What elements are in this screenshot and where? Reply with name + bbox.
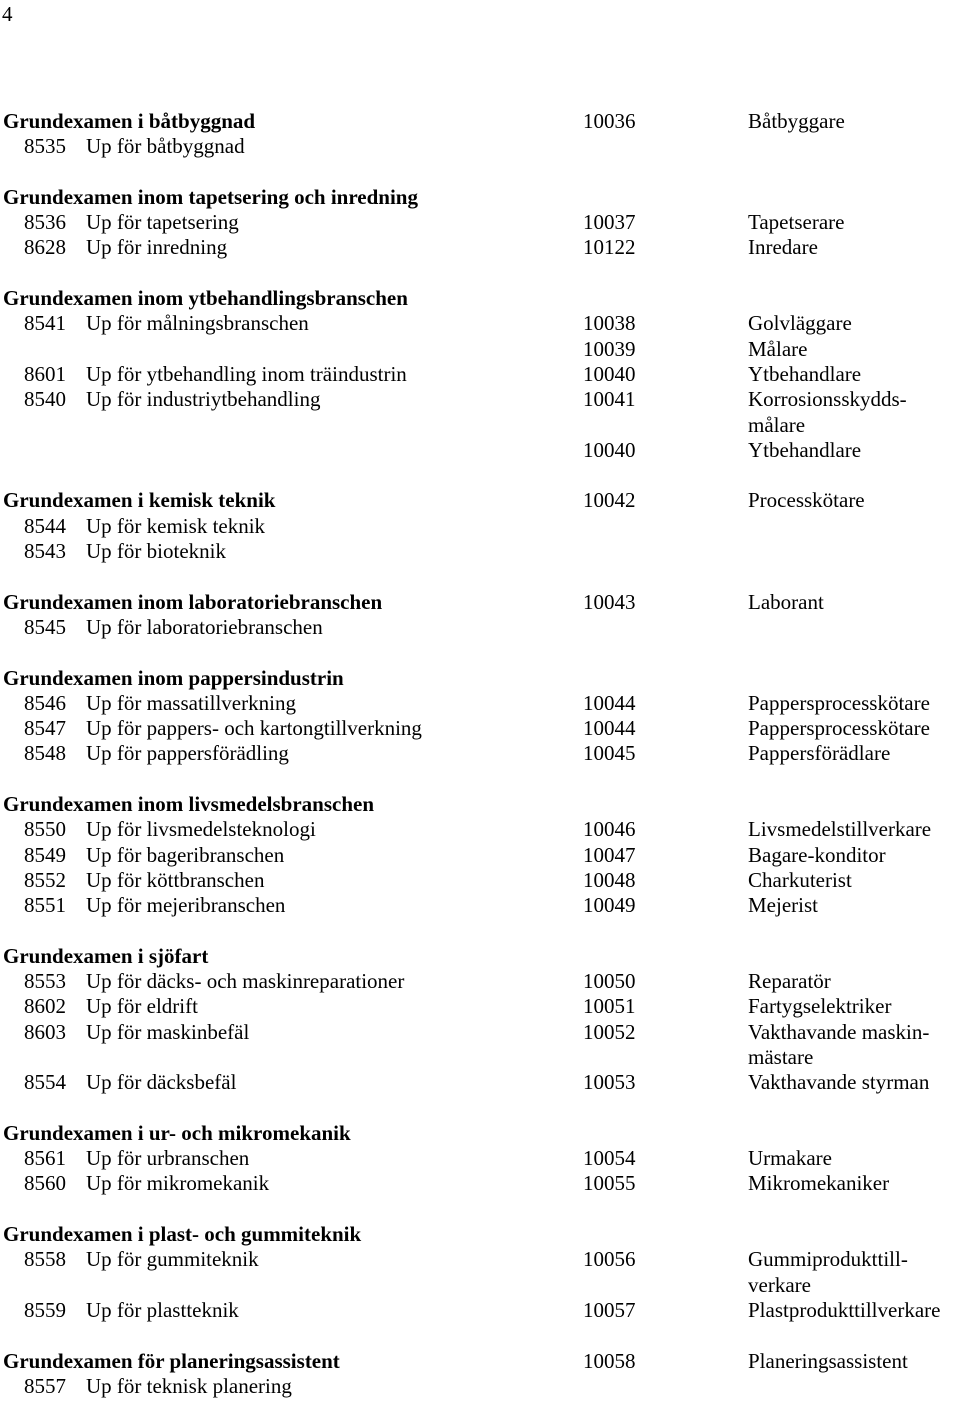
list-item [0,615,960,640]
occupation-title: Korrosionsskydds- [748,387,907,412]
occupation-title: Plastprodukttillverkare [748,1297,941,1322]
list-item [0,514,960,539]
section-gap [0,767,960,792]
list-item [0,817,960,842]
qualification-number: 10041 [583,387,636,412]
section-gap [0,463,960,488]
occupation-title: Bagare-konditor [748,842,886,867]
program-name: Up för urbranschen [86,1146,250,1171]
occupation-title: Ytbehandlare [748,437,862,462]
qualification-number: 10037 [583,210,636,235]
program-code: 8603 [24,1019,66,1044]
list-item [0,868,960,893]
program-code: 8558 [24,1247,66,1272]
occupation-title: Fartygselektriker [748,994,892,1019]
program-name: Up för köttbranschen [86,867,265,892]
occupation-title: Planeringsassistent [748,1348,908,1373]
occupation-title: Ytbehandlare [748,361,862,386]
program-name: Up för bageribranschen [86,842,285,867]
program-code: 8601 [24,361,66,386]
program-name: Up för pappers- och kartongtillverkning [86,716,422,741]
section-title: Grundexamen inom tapetsering och inredning [3,184,418,209]
qualification-number: 10044 [583,716,636,741]
section-heading-row [0,666,960,691]
qualification-number: 10042 [583,488,636,513]
program-name: Up för plastteknik [86,1297,239,1322]
program-name: Up för bioteknik [86,539,226,564]
program-name: Up för målningsbranschen [86,311,309,336]
list-item [0,741,960,766]
program-name: Up för däcksbefäl [86,1070,237,1095]
list-item [0,1020,960,1045]
occupation-title: Livsmedelstillverkare [748,817,932,842]
list-item [0,1247,960,1272]
program-name: Up för maskinbefäl [86,1019,250,1044]
occupation-title: Målare [748,336,808,361]
program-code: 8628 [24,235,66,260]
program-code: 8536 [24,210,66,235]
occupation-title: Charkuterist [748,867,852,892]
list-item [0,1146,960,1171]
list-item [0,235,960,260]
qualification-number: 10048 [583,867,636,892]
program-code: 8550 [24,817,66,842]
occupation-title: Vakthavande maskin- [748,1019,930,1044]
occupation-title: verkare [748,1272,811,1297]
section-gap [0,1197,960,1222]
occupation-title: Mikromekaniker [748,1171,890,1196]
program-name: Up för industriytbehandling [86,387,321,412]
list-item [0,843,960,868]
qualification-number: 10049 [583,893,636,918]
program-code: 8540 [24,387,66,412]
section-title: Grundexamen inom pappersindustrin [3,665,344,690]
qualification-number: 10122 [583,235,636,260]
list-item [0,210,960,235]
qualification-number: 10040 [583,437,636,462]
section-title: Grundexamen i sjöfart [3,943,209,968]
list-item [0,994,960,1019]
occupation-title: Mejerist [748,893,818,918]
list-item [0,716,960,741]
program-name: Up för laboratoriebranschen [86,614,323,639]
section-heading-row [0,286,960,311]
qualification-number: 10051 [583,994,636,1019]
list-item [0,337,960,362]
program-code: 8602 [24,994,66,1019]
occupation-title: Urmakare [748,1146,832,1171]
qualification-number: 10036 [583,109,636,133]
section-title: Grundexamen i ur- och mikromekanik [3,1120,351,1145]
program-name: Up för mikromekanik [86,1171,270,1196]
qualification-number: 10050 [583,969,636,994]
program-name: Up för mejeribranschen [86,893,286,918]
program-name: Up för livsmedelsteknologi [86,817,316,842]
occupation-title: Pappersförädlare [748,741,891,766]
section-title: Grundexamen inom livsmedelsbranschen [3,792,375,817]
list-item [0,413,960,438]
qualification-number: 10053 [583,1070,636,1095]
section-title: Grundexamen i plast- och gummiteknik [3,1222,362,1247]
occupation-title: Reparatör [748,969,831,994]
program-code: 8553 [24,969,66,994]
section-heading-row [0,944,960,969]
section-heading-row [0,109,960,134]
section-heading-row [0,185,960,210]
occupation-title: Gummiprodukttill- [748,1247,908,1272]
program-name: Up för tapetsering [86,210,239,235]
program-code: 8554 [24,1070,66,1095]
page-number: 4 [2,2,13,26]
program-code: 8557 [24,1373,66,1398]
program-name: Up för massatillverkning [86,690,296,715]
program-name: Up för båtbyggnad [86,134,245,159]
section-title: Grundexamen för planeringsassistent [3,1348,340,1373]
qualification-number: 10055 [583,1171,636,1196]
occupation-title: Processkötare [748,488,865,513]
section-gap [0,261,960,286]
qualification-number: 10052 [583,1019,636,1044]
section-heading-row [0,488,960,513]
qualification-number: 10056 [583,1247,636,1272]
section-title: Grundexamen inom ytbehandlingsbranschen [3,286,408,311]
qualification-number: 10043 [583,589,636,614]
program-name: Up för däcks- och maskinreparationer [86,969,405,994]
occupation-title: Inredare [748,235,818,260]
qualification-number: 10039 [583,336,636,361]
list-item [0,1273,960,1298]
program-code: 8552 [24,867,66,892]
qualification-number: 10057 [583,1297,636,1322]
program-code: 8559 [24,1297,66,1322]
occupation-title: Golvläggare [748,311,852,336]
program-code: 8549 [24,842,66,867]
section-gap [0,919,960,944]
list-item [0,1045,960,1070]
program-name: Up för kemisk teknik [86,513,266,538]
list-item [0,311,960,336]
occupation-title: Pappersprocesskötare [748,690,930,715]
qualification-number: 10047 [583,842,636,867]
occupation-title: Båtbyggare [748,109,845,133]
occupation-title: Tapetserare [748,210,845,235]
program-code: 8548 [24,741,66,766]
list-item [0,362,960,387]
occupation-title: Pappersprocesskötare [748,716,930,741]
list-item [0,969,960,994]
section-heading-row [0,792,960,817]
qualification-list [0,109,960,1399]
program-code: 8545 [24,614,66,639]
section-gap [0,160,960,185]
program-name: Up för eldrift [86,994,198,1019]
program-code: 8560 [24,1171,66,1196]
list-item [0,539,960,564]
list-item [0,1298,960,1323]
program-name: Up för ytbehandling inom träindustrin [86,361,407,386]
occupation-title: målare [748,412,806,437]
program-code: 8551 [24,893,66,918]
list-item [0,893,960,918]
section-gap [0,1096,960,1121]
section-title: Grundexamen i båtbyggnad [3,109,256,133]
program-name: Up för pappersförädling [86,741,289,766]
qualification-number: 10058 [583,1348,636,1373]
section-heading-row [0,1222,960,1247]
section-gap [0,640,960,665]
program-name: Up för teknisk planering [86,1373,292,1398]
section-heading-row [0,590,960,615]
section-heading-row [0,1349,960,1374]
list-item [0,134,960,159]
section-title: Grundexamen inom laboratoriebranschen [3,589,383,614]
program-name: Up för gummiteknik [86,1247,259,1272]
qualification-number: 10044 [583,690,636,715]
qualification-number: 10046 [583,817,636,842]
occupation-title: mästare [748,1044,814,1069]
list-item [0,387,960,412]
program-code: 8561 [24,1146,66,1171]
section-gap [0,1323,960,1348]
list-item [0,691,960,716]
program-code: 8541 [24,311,66,336]
qualification-number: 10040 [583,361,636,386]
qualification-number: 10038 [583,311,636,336]
list-item [0,1374,960,1399]
qualification-number: 10045 [583,741,636,766]
list-item [0,438,960,463]
program-code: 8544 [24,513,66,538]
program-code: 8543 [24,539,66,564]
section-title: Grundexamen i kemisk teknik [3,488,276,513]
list-item [0,1070,960,1095]
qualification-number: 10054 [583,1146,636,1171]
program-code: 8546 [24,690,66,715]
program-name: Up för inredning [86,235,228,260]
program-code: 8535 [24,134,66,159]
occupation-title: Vakthavande styrman [748,1070,930,1095]
list-item [0,1171,960,1196]
section-gap [0,564,960,589]
section-heading-row [0,1121,960,1146]
program-code: 8547 [24,716,66,741]
occupation-title: Laborant [748,589,824,614]
